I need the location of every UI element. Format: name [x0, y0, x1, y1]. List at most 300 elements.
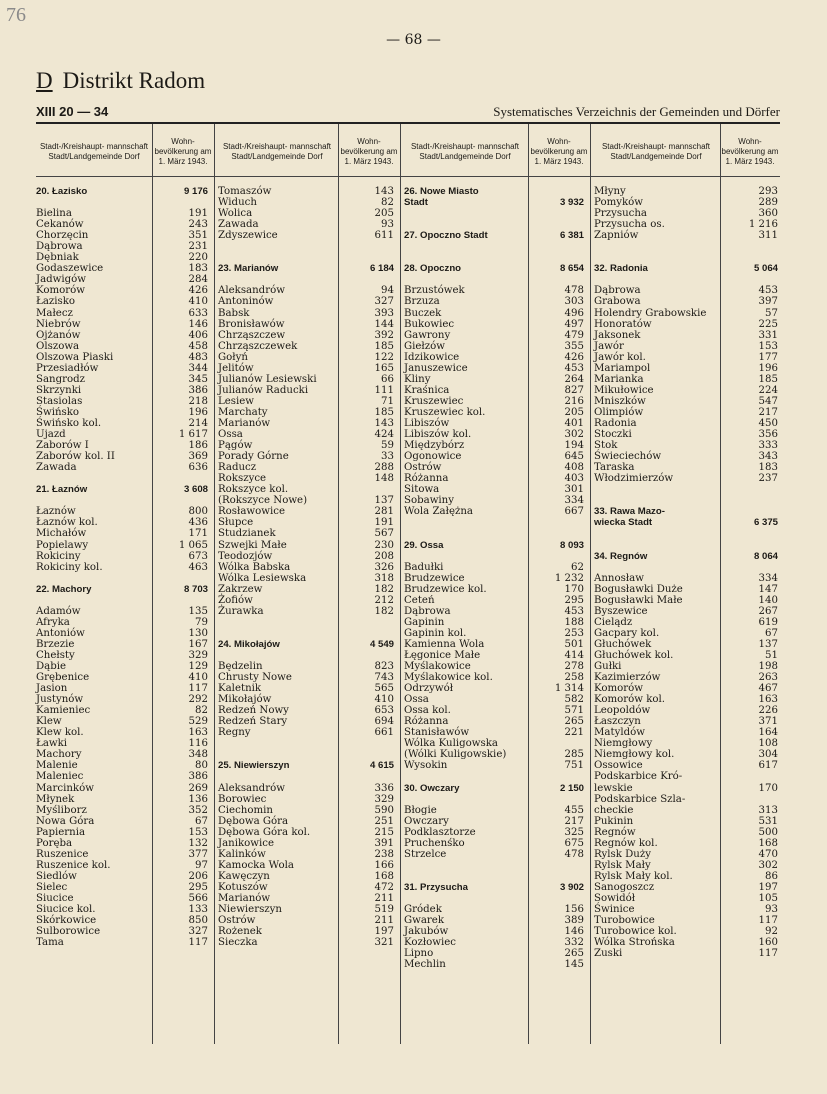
place-name: Sielec [36, 881, 68, 893]
place-name: Kamienna Wola [404, 638, 485, 650]
place-name: Zapniów [594, 230, 639, 242]
population-value: 238 [374, 848, 394, 860]
place-name: Bukowiec [404, 318, 455, 330]
place-name: Myśliborz [36, 804, 87, 816]
place-name: Gołyń [218, 351, 248, 363]
population-value: 93 [765, 904, 778, 916]
spacer-row [36, 473, 208, 484]
place-name: Regnów kol. [594, 837, 658, 849]
population-value: 264 [564, 373, 584, 385]
place-name: Sobawiny [404, 495, 455, 507]
table-row [594, 816, 778, 827]
place-name: Byszewice [594, 605, 648, 617]
place-name: Małecz [36, 307, 73, 319]
place-name: Jawór kol. [594, 351, 646, 363]
population-value: 371 [758, 716, 778, 728]
table-row [594, 385, 778, 396]
population-value: 168 [374, 870, 394, 882]
table-row [404, 738, 584, 749]
population-value: 146 [188, 318, 208, 330]
table-row [594, 197, 778, 208]
population-value: 111 [374, 384, 394, 396]
table-row [36, 882, 208, 893]
page-number: — 68 — [386, 32, 441, 48]
place-name: Wysokin [404, 760, 448, 772]
place-name: Świńsko [36, 406, 80, 418]
table-row [404, 308, 584, 319]
population-value: 360 [758, 208, 778, 220]
place-name: Głuchówek kol. [594, 649, 674, 661]
place-name: Popielawy [36, 539, 89, 551]
section-heading-row [36, 186, 208, 197]
table-row [594, 827, 778, 838]
table-row [36, 385, 208, 396]
population-value: 265 [564, 948, 584, 960]
district-name: Distrikt Radom [62, 68, 206, 93]
place-name: Olszowa [36, 340, 80, 352]
table-row [218, 418, 394, 429]
column-group-1 [36, 124, 214, 1044]
table-row [36, 440, 208, 451]
table-row [404, 363, 584, 374]
population-value: 92 [765, 926, 778, 938]
population-value: 224 [758, 384, 778, 396]
place-name: Szwejki Małe [218, 539, 287, 551]
population-value: 211 [374, 915, 394, 927]
population-value: 205 [374, 208, 394, 220]
place-name: Dębowa Góra [218, 815, 289, 827]
table-row [218, 208, 394, 219]
table-row [594, 617, 778, 628]
place-name: Kliny [404, 373, 431, 385]
table-row [594, 694, 778, 705]
place-name: Januszewice [404, 362, 468, 374]
table-row [404, 959, 584, 970]
place-name: Tama [36, 937, 64, 949]
spacer-row [594, 484, 778, 495]
population-value: 392 [374, 329, 394, 341]
table-row [218, 374, 394, 385]
population-value: 426 [564, 351, 584, 363]
table-row [36, 716, 208, 727]
table-row [218, 296, 394, 307]
population-value: 675 [564, 837, 584, 849]
place-name: Marianów [218, 417, 271, 429]
population-value: 8 093 [559, 539, 584, 551]
place-name: Przesiadłów [36, 362, 99, 374]
place-name: Podskarbice Szla- [594, 793, 686, 805]
table-row [594, 628, 778, 639]
place-name: Malenie [36, 760, 78, 772]
table-row [594, 661, 778, 672]
place-name: Leopoldów [594, 705, 651, 717]
table-row [594, 473, 778, 484]
population-value: 166 [374, 859, 394, 871]
population-value: 156 [564, 904, 584, 916]
section-heading-row [36, 484, 208, 495]
table-row [594, 219, 778, 230]
place-name: Brudzewice [404, 572, 465, 584]
population-value: 137 [374, 495, 394, 507]
table-caption-row [36, 104, 780, 120]
place-name: Matyldów [594, 727, 645, 739]
spacer-row [218, 617, 394, 628]
population-value: 401 [564, 417, 584, 429]
population-value: 406 [188, 329, 208, 341]
table-row [594, 904, 778, 915]
population-value: 344 [188, 362, 208, 374]
table-row [218, 860, 394, 871]
place-name: Ławki [36, 738, 68, 750]
place-name: Włodzimierzów [594, 473, 674, 485]
population-value: 426 [188, 285, 208, 297]
place-name: Wólka Kuligowska [404, 738, 498, 750]
population-value: 467 [758, 683, 778, 695]
place-name: (Rokszyce Nowe) [218, 495, 308, 507]
place-name: Niemgłowy kol. [594, 749, 675, 761]
population-value: 321 [374, 937, 394, 949]
spacer-row [404, 771, 584, 782]
population-value: 458 [188, 340, 208, 352]
population-value: 313 [758, 804, 778, 816]
table-row [36, 871, 208, 882]
population-value: 661 [374, 727, 394, 739]
table-row [218, 694, 394, 705]
spacer-row [218, 749, 394, 760]
place-name: Niewierszyn [218, 904, 282, 916]
spacer-row [594, 252, 778, 263]
population-value: 97 [195, 859, 208, 871]
place-name: Owczary [404, 815, 449, 827]
table-row [36, 241, 208, 252]
place-name: Łazisko [36, 296, 76, 308]
population-value: 478 [564, 848, 584, 860]
table-row [218, 407, 394, 418]
population-value: 653 [374, 705, 394, 717]
population-value: 117 [758, 915, 778, 927]
table-row [36, 926, 208, 937]
place-name: Regnów [594, 826, 636, 838]
population-value: 3 608 [183, 484, 208, 496]
table-row [404, 838, 584, 849]
place-name: checkie [594, 804, 634, 816]
place-name: Ostrów [218, 915, 256, 927]
population-value: 743 [374, 672, 394, 684]
population-value: 183 [188, 263, 208, 275]
place-name: Rylsk Duży [594, 848, 651, 860]
place-name: Stadt [404, 197, 428, 209]
population-value: 206 [188, 870, 208, 882]
table-row [404, 617, 584, 628]
population-value: 177 [758, 351, 778, 363]
place-name: Chorzęcin [36, 230, 89, 242]
place-name: Ossa [218, 429, 243, 441]
spacer-row [218, 650, 394, 661]
table-row [36, 827, 208, 838]
place-name: Zawada [218, 219, 259, 231]
place-name: Sitowa [404, 484, 440, 496]
population-value: 333 [758, 440, 778, 452]
place-name: Marcinków [36, 782, 94, 794]
table-row [36, 650, 208, 661]
table-row [404, 562, 584, 573]
place-name: Gwarek [404, 915, 445, 927]
column-divider [720, 124, 721, 1044]
population-value: 519 [374, 904, 394, 916]
table-row [594, 396, 778, 407]
population-value: 194 [564, 440, 584, 452]
place-name: Adamów [36, 605, 81, 617]
population-value: 369 [188, 451, 208, 463]
place-name: Rokiciny [36, 550, 81, 562]
table-row [404, 407, 584, 418]
place-name: Ossowice [594, 760, 643, 772]
table-row [594, 418, 778, 429]
table-row [36, 396, 208, 407]
place-name: Mechlin [404, 959, 446, 971]
table-row [404, 639, 584, 650]
place-name: 24. Mikołajów [218, 638, 280, 650]
spacer-row [218, 274, 394, 285]
population-value: 67 [195, 815, 208, 827]
population-value: 343 [758, 451, 778, 463]
population-value: 1 314 [554, 683, 584, 695]
population-value: 135 [188, 605, 208, 617]
place-name: Tomaszów [218, 186, 272, 197]
place-name: Łaznów kol. [36, 517, 98, 529]
population-value: 332 [564, 937, 584, 949]
section-heading-row [36, 584, 208, 595]
table-row [404, 584, 584, 595]
table-row [594, 650, 778, 661]
population-value: 217 [564, 815, 584, 827]
place-name: Badułki [404, 561, 444, 573]
place-name: Świnice [594, 904, 635, 916]
population-value: 212 [374, 594, 394, 606]
table-row [36, 517, 208, 528]
place-name: Różanna [404, 716, 449, 728]
table-row [218, 904, 394, 915]
place-name: Ceteń [404, 594, 435, 606]
place-name: Mariampol [594, 362, 651, 374]
place-name: Świńsko kol. [36, 417, 102, 429]
place-name: Dębowa Góra kol. [218, 826, 311, 838]
population-value: 108 [758, 738, 778, 750]
table-row [404, 716, 584, 727]
table-row [594, 573, 778, 584]
population-value: 1 065 [178, 539, 208, 551]
population-value: 163 [758, 694, 778, 706]
table-row [36, 219, 208, 230]
section-heading-row [594, 263, 778, 274]
table-row [404, 661, 584, 672]
place-name: Sulborowice [36, 926, 101, 938]
place-name: Cekanów [36, 219, 84, 231]
place-name: Ostrów [404, 462, 442, 474]
place-name: Brzustówek [404, 285, 465, 297]
table-row [36, 893, 208, 904]
population-value: 62 [571, 561, 584, 573]
place-name: Taraska [594, 462, 635, 474]
place-name: Brzuza [404, 296, 440, 308]
population-value: 667 [564, 506, 584, 518]
place-name: Łęgonice Małe [404, 649, 481, 661]
section-heading-row [404, 540, 584, 551]
place-name: Giełzów [404, 340, 445, 352]
population-value: 301 [564, 484, 584, 496]
place-name: Wola Załężna [404, 506, 473, 518]
place-name: 27. Opoczno Stadt [404, 230, 488, 242]
table-row [218, 352, 394, 363]
place-name: Widuch [218, 197, 257, 209]
section-heading-row [404, 882, 584, 893]
population-value: 217 [758, 406, 778, 418]
place-name: 30. Owczary [404, 782, 460, 794]
spacer-row [404, 871, 584, 882]
place-name: Porady Górne [218, 451, 289, 463]
spacer-row [36, 573, 208, 584]
population-value: 403 [564, 473, 584, 485]
population-value: 160 [758, 937, 778, 949]
table-row [218, 871, 394, 882]
table-row [404, 296, 584, 307]
population-value: 325 [564, 826, 584, 838]
population-value: 198 [758, 661, 778, 673]
population-value: 216 [564, 395, 584, 407]
table-row [218, 606, 394, 617]
table-row [36, 749, 208, 760]
population-value: 137 [758, 638, 778, 650]
table-row [594, 363, 778, 374]
population-value: 571 [564, 705, 584, 717]
population-value: 196 [758, 362, 778, 374]
place-name: Rokszyce [218, 473, 267, 485]
population-value: 186 [188, 440, 208, 452]
population-value: 122 [374, 351, 394, 363]
table-row [404, 650, 584, 661]
population-value: 303 [564, 296, 584, 308]
population-value: 133 [188, 904, 208, 916]
place-name: Rożenek [218, 926, 262, 938]
place-name: Jakubów [404, 926, 449, 938]
place-name: Rokszyce kol. [218, 484, 289, 496]
place-name: Zakrzew [218, 583, 263, 595]
table-row [594, 639, 778, 650]
place-name: Różanna [404, 473, 449, 485]
table-row [36, 418, 208, 429]
column-header-name: Stadt-/Kreishaupt- mannschaft Stadt/Landgemeinde Dorf [410, 142, 520, 161]
place-name: Skórkowice [36, 915, 97, 927]
column-divider [214, 124, 215, 1044]
place-name: Kruszewiec [404, 395, 464, 407]
table-row [36, 562, 208, 573]
population-value: 302 [564, 429, 584, 441]
table-row [404, 341, 584, 352]
population-value: 386 [188, 384, 208, 396]
place-name: Strzelce [404, 848, 447, 860]
table-row [36, 860, 208, 871]
table-row [594, 352, 778, 363]
place-name: Ruszenice kol. [36, 859, 111, 871]
table-row [404, 849, 584, 860]
population-value: 185 [374, 340, 394, 352]
table-row [594, 926, 778, 937]
place-name: Klew kol. [36, 727, 84, 739]
place-name: Jaksonek [594, 329, 641, 341]
population-value: 329 [374, 793, 394, 805]
table-row [218, 727, 394, 738]
table-row [404, 760, 584, 771]
place-name: Chrusty Nowe [218, 672, 292, 684]
population-value: 619 [758, 616, 778, 628]
population-value: 455 [564, 804, 584, 816]
place-name: Międzybórz [404, 440, 465, 452]
population-value: 673 [188, 550, 208, 562]
population-value: 694 [374, 716, 394, 728]
population-value: 334 [564, 495, 584, 507]
place-name: Dąbrowa [404, 605, 451, 617]
table-row [218, 783, 394, 794]
place-name: Turobowice [594, 915, 655, 927]
table-row [594, 429, 778, 440]
table-row [36, 252, 208, 263]
table-row [218, 396, 394, 407]
place-name: Lesiew [218, 395, 255, 407]
place-name: Wólka Babska [218, 561, 291, 573]
population-value: 182 [374, 605, 394, 617]
place-name: Komorów [594, 683, 643, 695]
place-name: Maleniec [36, 771, 84, 783]
population-value: 8 703 [183, 583, 208, 595]
population-value: 82 [195, 705, 208, 717]
population-value: 269 [188, 782, 208, 794]
population-value: 197 [374, 926, 394, 938]
place-name: wiecka Stadt [594, 517, 653, 529]
population-value: 453 [758, 285, 778, 297]
column-header-name: Stadt-/Kreishaupt- mannschaft Stadt/Landgemeinde Dorf [601, 142, 711, 161]
population-value: 393 [374, 307, 394, 319]
population-value: 636 [188, 462, 208, 474]
table-row [218, 451, 394, 462]
table-row [404, 396, 584, 407]
place-name: 26. Nowe Miasto [404, 186, 479, 197]
section-code: XIII 20 — 34 [36, 104, 109, 119]
place-name: Mikułowice [594, 384, 654, 396]
column-divider [400, 124, 401, 1044]
table-row [218, 440, 394, 451]
table-row [594, 683, 778, 694]
population-value: 197 [758, 881, 778, 893]
column-4-rows [594, 186, 778, 959]
place-name: Wólka Strońska [594, 937, 675, 949]
place-name: Zuski [594, 948, 623, 960]
table-row [404, 462, 584, 473]
table-row [404, 285, 584, 296]
spacer-row [594, 274, 778, 285]
table-row [36, 904, 208, 915]
column-divider [152, 124, 153, 1044]
population-value: 165 [374, 362, 394, 374]
population-value: 1 232 [554, 572, 584, 584]
place-name: Julianów Lesiewski [218, 373, 317, 385]
table-row [36, 528, 208, 539]
population-value: 1 617 [178, 429, 208, 441]
place-name: Myślakowice kol. [404, 672, 493, 684]
population-value: 547 [758, 395, 778, 407]
table-row [404, 330, 584, 341]
table-row [36, 296, 208, 307]
table-row [36, 263, 208, 274]
